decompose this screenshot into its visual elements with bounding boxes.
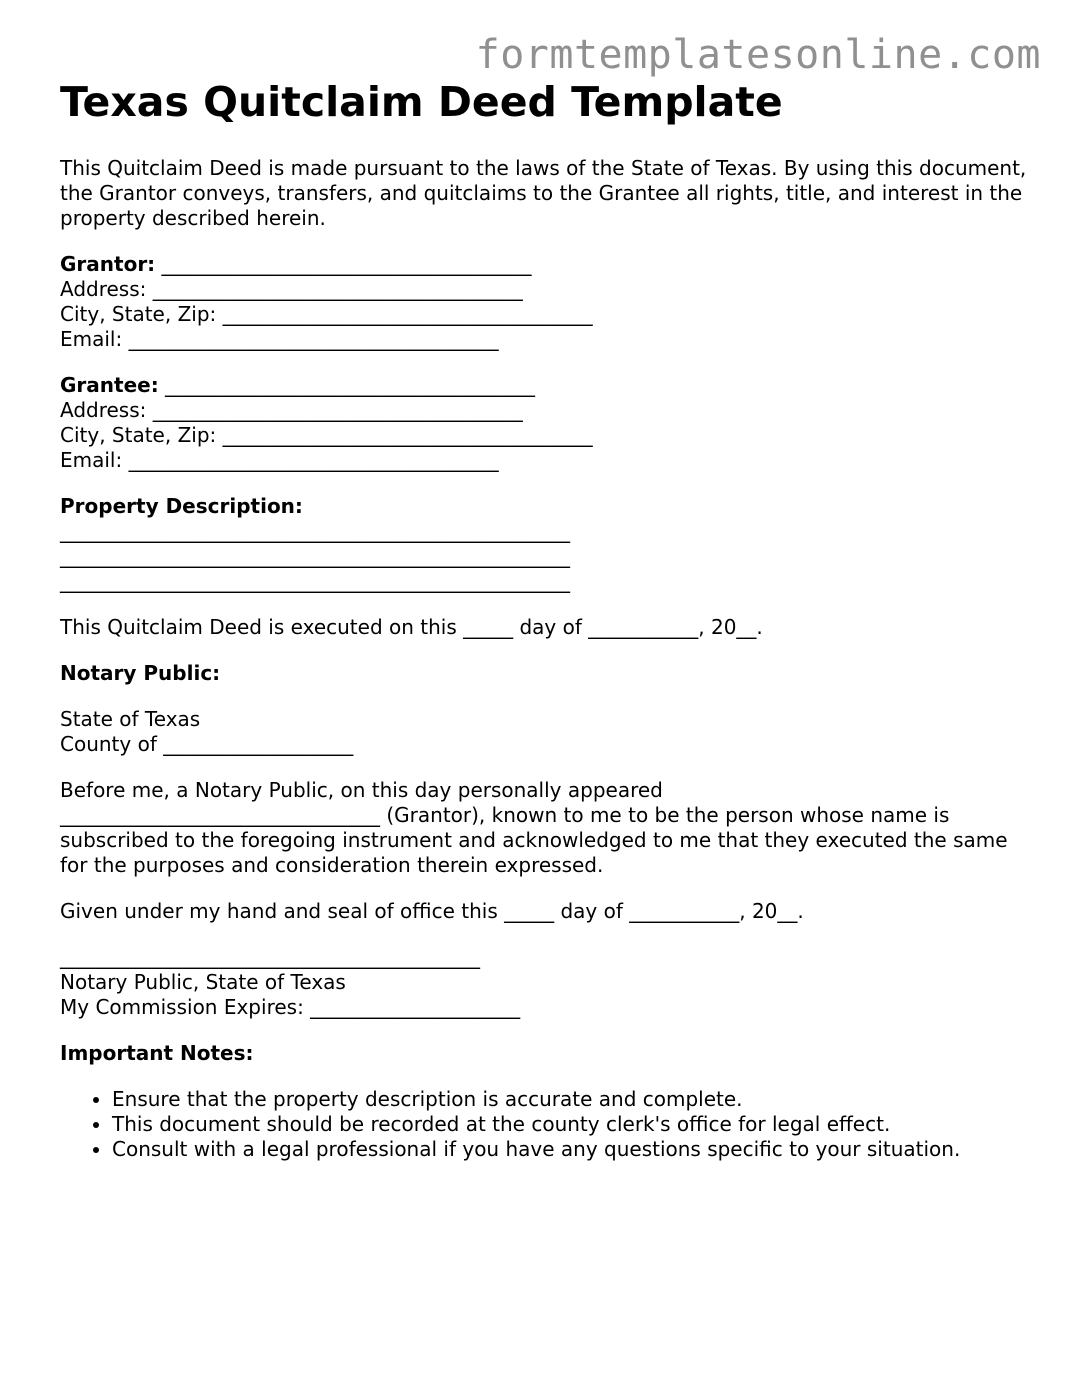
notary-signature-caption: Notary Public, State of Texas — [60, 970, 346, 994]
site-watermark: formtemplatesonline.com — [475, 32, 1041, 78]
grantor-city-line: City, State, Zip: _____________________________________ — [60, 302, 593, 326]
grantor-section — [60, 252, 1030, 352]
notary-given-line: Given under my hand and seal of office this _____ day of ___________, 20__. — [60, 899, 804, 923]
important-notes-list — [60, 1087, 1030, 1162]
list-item: • This document should be recorded at the county clerk's office for legal effect. — [112, 1112, 1030, 1137]
grantor-address-line: Address: _____________________________________ — [60, 277, 523, 301]
notary-signature-line: __________________________________________ — [60, 945, 480, 969]
intro-paragraph: This Quitclaim Deed is made pursuant to the laws of the State of Texas. By using this document, the Grantor conveys, transfers, and quitclaims to the Grantee all rights, title, and interest in the property described herein. — [60, 156, 1027, 230]
grantor-email-line: Email: _____________________________________ — [60, 327, 499, 351]
list-item: • Consult with a legal professional if you have any questions specific to your situation. — [112, 1137, 1030, 1162]
notary-venue — [60, 707, 1030, 757]
notary-acknowledgment — [60, 778, 1030, 878]
grantee-section — [60, 373, 1030, 473]
grantor-name-line — [60, 252, 1030, 277]
list-item: • Ensure that the property description is accurate and complete. — [112, 1087, 1030, 1112]
property-section — [60, 494, 1030, 594]
grantee-city-line: City, State, Zip: _____________________________________ — [60, 423, 593, 447]
grantee-address-line: Address: _____________________________________ — [60, 398, 523, 422]
acknowledgment-first-line: Before me, a Notary Public, on this day personally appeared — [60, 778, 663, 802]
execution-date-line: This Quitclaim Deed is executed on this _____ day of ___________, 20__. — [60, 615, 763, 639]
grantor-label: Grantor: — [60, 252, 156, 276]
property-blank-line: ___________________________________________________ — [60, 544, 570, 568]
grantor-name-blank: _____________________________________ — [155, 252, 532, 276]
acknowledgment-body: ________________________________ (Grantor), known to me to be the person whose name is subscribed to the foregoing instrument and acknowledged to me that they executed the same for the purposes and consideration therein expressed. — [60, 803, 1008, 877]
notary-state: State of Texas — [60, 707, 201, 731]
grantee-label: Grantee: — [60, 373, 159, 397]
property-blank-line: ___________________________________________________ — [60, 519, 570, 543]
notary-county: County of ___________________ — [60, 732, 354, 756]
notary-heading: Notary Public: — [60, 661, 221, 685]
grantee-email-line: Email: _____________________________________ — [60, 448, 499, 472]
grantee-name-line — [60, 373, 1030, 398]
notary-signature-block — [60, 945, 1030, 1020]
property-blank-line: ___________________________________________________ — [60, 569, 570, 593]
important-notes-heading: Important Notes: — [60, 1041, 254, 1065]
document-body — [60, 76, 1030, 1162]
property-label: Property Description: — [60, 494, 303, 518]
grantee-name-blank: _____________________________________ — [158, 373, 536, 397]
document-title: Texas Quitclaim Deed Template — [60, 78, 783, 126]
commission-expires-line: My Commission Expires: _____________________ — [60, 995, 521, 1019]
